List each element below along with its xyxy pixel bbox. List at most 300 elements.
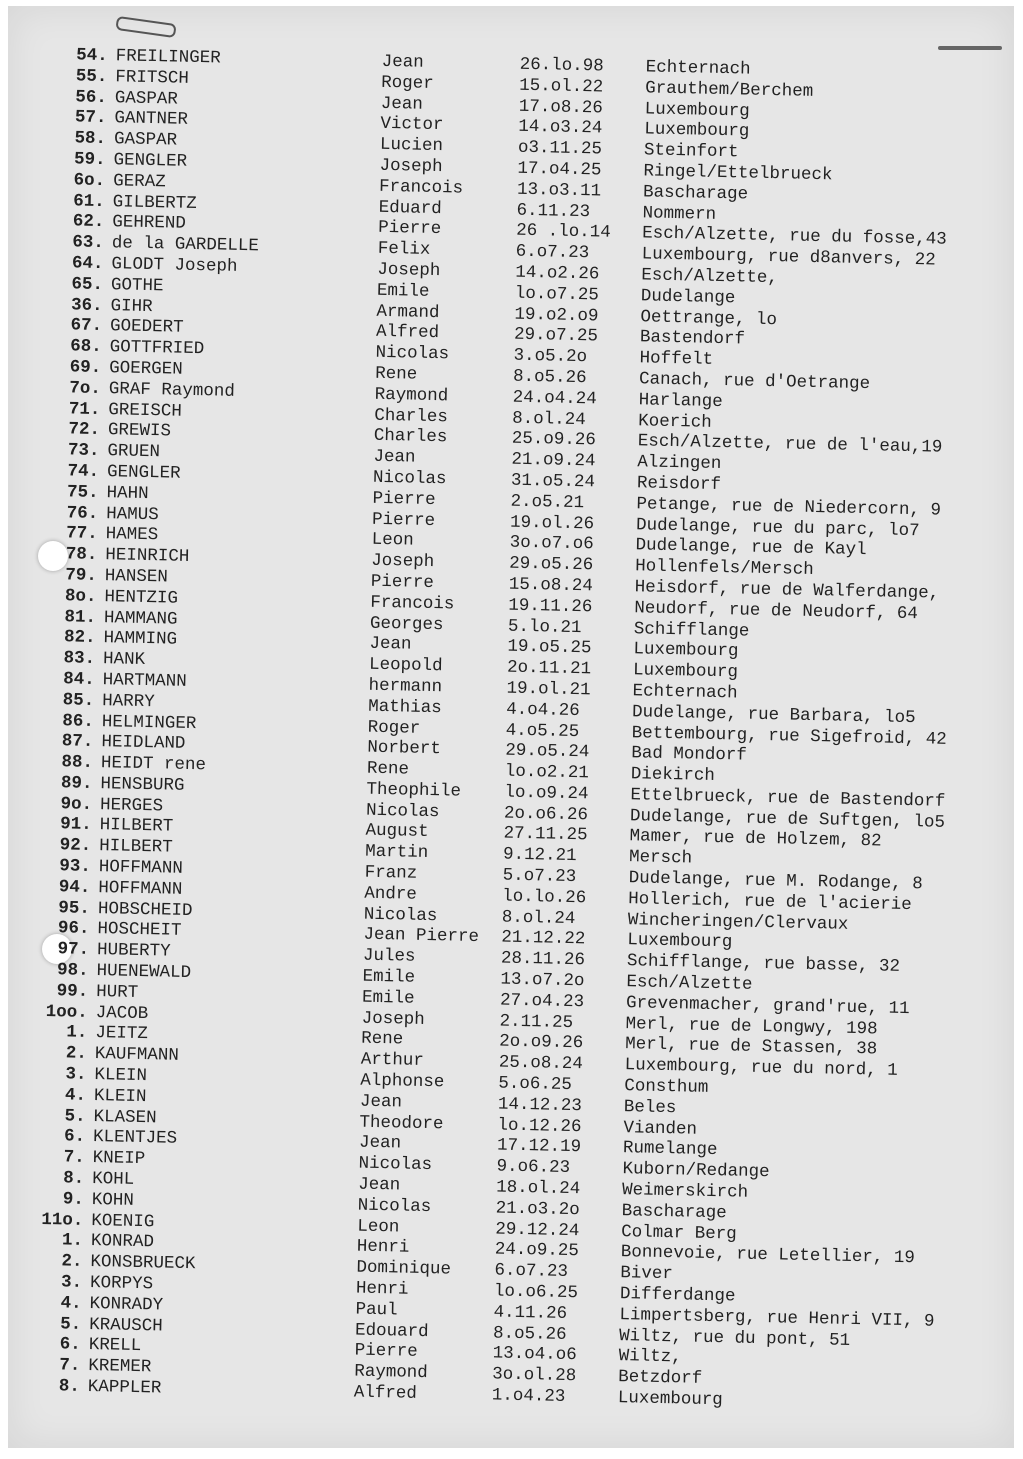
birth-date: o3.11.25 [517,137,603,160]
birth-place: Grauthem/Berchem [645,78,814,102]
surname: GASPAR [114,87,179,110]
first-name: Nicolas [363,904,438,926]
surname: HARRY [102,690,155,712]
first-name: Alfred [375,322,440,344]
document-page [8,6,1014,1448]
first-name: Alphonse [360,1070,445,1093]
first-name: Pierre [354,1340,418,1363]
entry-number: 98. [56,960,89,981]
first-name: Emile [361,987,415,1009]
surname: KAUFMANN [94,1044,180,1067]
first-name: Eduard [378,197,442,219]
entry-number: 95. [58,897,91,919]
surname: HAMUS [105,503,159,525]
surname: GIHR [110,295,153,317]
birth-place: Betzdorf [618,1367,703,1390]
entry-number: 87. [61,731,94,753]
birth-date: 24.o4.24 [512,387,597,410]
first-name: Jean [381,51,424,73]
surname: KLASEN [93,1106,157,1128]
birth-date: 26.lo.98 [519,54,604,77]
first-name: Leon [371,530,414,551]
surname: GILBERTZ [112,191,197,214]
entry-number: 86. [62,710,95,732]
birth-date: 25.o8.24 [498,1052,583,1075]
birth-place: Rumelange [622,1138,718,1161]
birth-place: Dudelange, rue du parc, lo7 [635,514,920,541]
entry-number: 7o. [69,378,102,399]
birth-date: 19.o5.25 [507,636,592,659]
surname: GRUEN [107,441,161,463]
birth-place: Luxembourg [644,119,750,142]
birth-date: 17.o4.25 [517,158,602,181]
surname: HILBERT [99,836,173,858]
birth-place: Dudelange, rue M. Rodange, 8 [628,868,923,895]
surname: KOENIG [91,1210,155,1232]
first-name: Francois [378,176,464,199]
surname: HEINRICH [105,545,190,568]
entry-number: 88. [61,752,94,774]
birth-place: Bascharage [621,1200,727,1224]
entry-number: 93. [59,856,91,877]
birth-date: 28.11.26 [500,948,586,971]
entry-number: 81. [64,606,97,628]
birth-place: Mersch [628,847,693,869]
surname: GOTHE [110,274,164,297]
birth-date: 3.o5.2o [513,345,588,368]
first-name: Emile [362,966,416,988]
entry-number: 6. [63,1126,86,1148]
surname: HAMMANG [103,607,178,630]
surname: HAMES [105,524,159,546]
birth-date: 6.o7.23 [515,241,590,264]
surname: de la GARDELLE [111,233,260,257]
birth-date: 21.12.22 [501,927,586,950]
entry-number: 4. [64,1085,87,1106]
birth-place: Merl, rue de Longwy, 198 [625,1013,878,1040]
entry-number: 65. [71,274,104,295]
surname: HILBERT [99,815,174,838]
birth-date: 25.o9.26 [511,428,597,451]
surname: HURT [95,981,139,1003]
surname: GRAF Raymond [108,378,236,402]
birth-place: Alzingen [637,452,722,475]
birth-date: lo.o6.25 [493,1281,579,1304]
birth-date: 14.o3.24 [518,117,603,139]
surname: FRITSCH [115,67,190,89]
entry-number: 85. [62,689,95,711]
birth-place: Luxembourg [617,1388,723,1411]
birth-place: Wiltz, rue du pont, 51 [618,1325,851,1351]
birth-date: 29.o5.24 [505,740,590,763]
birth-place: Schifflange [633,618,750,642]
birth-date: 2o.11.21 [506,657,592,680]
surname: KORPYS [89,1273,154,1295]
birth-date: 8.ol.24 [501,907,576,929]
entry-number: 58. [74,128,107,150]
birth-place: Esch/Alzette, [641,265,779,289]
birth-date: 24.o9.25 [494,1239,580,1262]
entry-number: 74. [67,461,100,482]
surname: GERAZ [112,171,166,193]
birth-place: Nommern [642,202,717,225]
birth-date: 9.o6.23 [496,1156,571,1179]
birth-place: Esch/Alzette, rue de l'eau,19 [637,431,943,458]
first-name: Edouard [354,1320,429,1342]
first-name: Andre [364,883,418,905]
entry-number: 62. [72,211,105,233]
birth-place: Bad Mondorf [631,743,747,766]
entry-number: 3. [60,1272,83,1293]
entry-number: 71. [68,398,101,420]
entry-number: 64. [71,253,104,275]
birth-date: 2o.o9.26 [498,1031,584,1054]
first-name: Victor [380,114,444,136]
surname: GEHREND [112,212,186,235]
birth-place: Bettembourg, rue Sigefroid, 42 [631,722,947,750]
first-name: Pierre [371,509,436,531]
surname: GOTTFRIED [109,337,205,360]
surname: KRELL [88,1335,142,1357]
entry-number: 94. [58,877,91,898]
birth-place: Luxembourg [644,98,750,122]
surname: KLEIN [93,1085,147,1107]
birth-date: 8.o5.26 [492,1323,567,1345]
birth-place: Bonnevoie, rue Letellier, 19 [620,1242,916,1269]
first-name: Henri [355,1278,409,1300]
birth-place: Esch/Alzette [626,972,753,995]
first-name: Jules [362,945,416,967]
entry-number: 55. [75,66,108,87]
birth-place: Reisdorf [636,473,722,495]
first-name: August [365,821,429,843]
birth-place: Steinfort [643,140,739,163]
entry-number: 99. [56,981,89,1002]
birth-date: 5.o6.25 [498,1073,573,1096]
birth-place: Weimerskirch [621,1180,749,1203]
entry-number: 97. [57,939,90,961]
first-name: Georges [369,613,444,635]
birth-place: Petange, rue de Niedercorn, 9 [636,493,942,521]
first-name: Theodore [359,1112,444,1134]
first-name: Norbert [367,737,442,760]
entry-number: 6. [59,1334,81,1356]
entry-number: 79. [65,565,98,586]
entry-number: 59. [73,149,106,171]
birth-date: 5.o7.23 [502,865,577,888]
birth-place: Oettrange, lo [640,306,778,330]
first-name: Rene [366,758,410,780]
entry-number: 4. [60,1293,82,1314]
birth-date: 2.o5.21 [510,491,585,513]
first-name: Joseph [379,155,443,178]
birth-date: 13.o7.2o [500,969,585,992]
birth-date: 18.ol.24 [495,1177,581,1200]
surname: KRAUSCH [88,1314,163,1337]
birth-date: 31.o5.24 [510,470,596,493]
birth-place: Schifflange, rue basse, 32 [626,951,901,978]
entry-number: 1. [61,1230,84,1252]
entry-number: 7. [59,1355,81,1377]
entry-number: 36. [70,294,103,316]
birth-date: 19.ol.21 [506,678,591,701]
entry-number: 83. [63,648,96,670]
entry-number: 2. [65,1043,88,1065]
birth-place: Wincheringen/Clervaux [627,909,849,935]
birth-date: 27.11.25 [503,824,588,846]
birth-date: 8.o5.26 [512,366,587,389]
first-name: Charles [374,405,449,427]
entry-number: 3. [65,1064,87,1085]
birth-date: 8.ol.24 [512,408,586,430]
surname: HOBSCHEID [97,898,193,921]
first-name: Jean Pierre [363,925,480,948]
birth-place: Dudelange, rue de Suftgen, lo5 [629,805,946,833]
entry-number: 96. [57,918,90,940]
entry-number: 1oo. [45,1001,88,1023]
surname: GOEDERT [109,316,184,339]
entry-number: 84. [62,669,95,690]
birth-place: Luxembourg, rue du nord, 1 [624,1055,898,1082]
birth-date: 13.o3.11 [516,179,602,202]
surname: HOSCHEIT [97,919,182,942]
first-name: Nicolas [358,1153,433,1176]
birth-place: Canach, rue d'Oetrange [638,369,871,395]
first-name: Jean [359,1091,403,1113]
first-name: Jean [357,1174,401,1196]
surname: GLODT Joseph [111,254,238,277]
birth-place: Differdange [619,1284,736,1307]
birth-place: Vianden [623,1117,698,1140]
birth-place: Colmar Berg [621,1221,737,1245]
entry-number: 89. [60,773,93,794]
first-name: Nicolas [365,800,440,822]
birth-place: Harlange [638,390,723,412]
first-name: Armand [376,301,440,323]
birth-place: Hoffelt [639,348,714,370]
entry-number: 7. [63,1147,85,1169]
birth-date: 1.o4.23 [491,1385,566,1407]
first-name: Leon [357,1216,400,1238]
birth-place: Echternach [645,57,751,80]
surname: JEITZ [95,1023,149,1045]
birth-date: 14.12.23 [497,1094,583,1117]
first-name: Pierre [378,218,442,240]
birth-place: Ringel/Ettelbrueck [643,161,833,186]
surname: KONSBRUECK [90,1252,196,1275]
entry-number: 82. [63,627,96,649]
entry-number: 63. [72,232,105,254]
surname: GREISCH [108,399,183,422]
entry-number: 56. [75,87,108,108]
birth-date: 2o.o6.26 [503,803,589,826]
surname: HELMINGER [101,711,197,734]
first-name: Theophile [366,779,462,802]
surname: HAMMING [103,628,178,650]
entry-number: 8. [58,1376,81,1397]
surname: KOHN [91,1189,135,1211]
first-name: hermann [368,675,443,698]
surname: HERGES [99,794,164,817]
birth-place: Biver [620,1263,674,1285]
birth-date: 29.12.24 [495,1219,580,1241]
first-name: Joseph [361,1008,425,1030]
entry-number: 78. [65,544,98,566]
birth-place: Hollerich, rue de l'acierie [628,889,912,915]
surname: KONRADY [89,1293,164,1316]
entry-number: 73. [67,440,100,462]
birth-place: Heisdorf, rue de Walferdange, [634,577,940,604]
first-name: Martin [364,841,429,864]
birth-date: 3o.ol.28 [492,1364,577,1387]
surname: FREILINGER [115,46,221,69]
first-name: Francois [370,592,455,615]
birth-date: 17.12.19 [496,1135,582,1158]
entry-number: 91. [59,814,92,836]
first-name: Nicolas [357,1195,432,1217]
surname: HANK [102,649,146,671]
first-name: Jean [358,1133,402,1154]
surname: KLEIN [94,1065,148,1087]
first-name: Arthur [360,1049,425,1072]
surname: HANSEN [104,566,169,588]
first-name: Jean [380,93,424,115]
entry-number: 57. [74,107,107,129]
surname: GENGLER [106,462,181,484]
birth-place: Luxembourg [632,660,739,683]
first-name: Joseph [371,550,435,573]
birth-date: lo.lo.26 [502,886,587,909]
first-name: Joseph [377,259,441,282]
birth-place: Hollenfels/Mersch [634,556,814,581]
birth-place: Kuborn/Redange [622,1159,770,1183]
birth-date: lo.o2.21 [504,761,590,784]
birth-date: 19.11.26 [508,595,593,618]
entry-number: 5. [64,1106,86,1127]
birth-place: Consthum [624,1076,709,1098]
birth-place: Diekirch [630,764,716,787]
first-name: Jean [369,634,412,655]
surname: HOFFMANN [98,877,183,900]
name-list [0,44,1014,1417]
birth-place: Luxembourg, rue d8anvers, 22 [641,244,936,271]
entry-number: 69. [69,357,102,378]
staple-mark [938,46,1002,50]
entry-number: 6o. [73,170,106,191]
entry-number: 5. [59,1313,82,1335]
birth-date: 17.o8.26 [518,96,604,119]
entry-number: 11o. [41,1209,84,1231]
first-name: Mathias [367,696,442,718]
birth-place: Beles [623,1096,677,1119]
birth-place: Dudelange [640,286,736,309]
birth-date: 4.o4.26 [505,699,580,721]
surname: KOHL [92,1169,135,1190]
entry-number: 9o. [60,793,93,815]
birth-date: 21.o3.2o [495,1198,580,1221]
surname: JACOB [95,1002,149,1024]
first-name: Leopold [368,654,443,677]
surname: KAPPLER [87,1376,162,1399]
birth-date: 19.ol.26 [509,512,595,534]
surname: HUENEWALD [96,961,192,984]
birth-place: Ettelbrueck, rue de Bastendorf [630,785,946,812]
birth-date: 15.o8.24 [508,574,593,597]
first-name: Paul [355,1299,398,1321]
birth-place: Koerich [638,410,712,433]
entry-number: 1. [66,1022,88,1044]
surname: HOFFMANN [98,857,183,879]
surname: HEIDT rene [100,753,207,776]
first-name: Rene [374,363,418,385]
birth-date: 2.11.25 [499,1011,574,1033]
entry-number: 61. [73,190,105,212]
surname: KNEIP [92,1148,146,1170]
first-name: Alfred [353,1382,418,1404]
birth-place: Bastendorf [639,327,746,350]
birth-place: Dudelange, rue Barbara, lo5 [631,701,916,728]
entry-number: 54. [76,45,108,67]
birth-date: 29.o5.26 [509,553,594,576]
first-name: Lucien [379,135,444,157]
birth-date: 6.o7.23 [494,1260,569,1283]
birth-place: Mamer, rue de Holzem, 82 [629,826,882,852]
surname: GANTNER [114,108,189,131]
birth-date: 27.o4.23 [499,990,585,1013]
birth-place: Limpertsberg, rue Henri VII, 9 [619,1304,935,1332]
surname: HARTMANN [102,670,187,692]
entry-number: 8. [63,1168,85,1189]
birth-date: lo.12.26 [497,1115,582,1137]
entry-number: 92. [59,835,92,857]
surname: GENGLER [113,150,188,172]
birth-date: 4.o5.25 [505,720,580,742]
birth-place: Echternach [632,681,738,704]
first-name: Dominique [356,1257,452,1280]
birth-date: 13.o4.o6 [492,1343,577,1366]
birth-date: 9.12.21 [502,844,577,867]
birth-date: 26 .lo.14 [515,221,611,244]
birth-place: Dudelange, rue de Kayl [635,535,867,561]
surname: GOERGEN [109,358,183,380]
entry-number: 75. [66,482,99,503]
birth-date: 14.o2.26 [515,262,600,285]
entry-number: 77. [66,523,98,545]
entry-number: 9. [62,1189,85,1210]
first-name: Pierre [370,571,435,593]
surname: HENSBURG [100,773,185,796]
first-name: Emile [376,280,430,302]
birth-place: Bascharage [642,182,749,205]
birth-date: 3o.o7.o6 [509,532,594,555]
birth-date: 4.11.26 [493,1302,568,1324]
birth-place: Luxembourg [627,930,733,953]
birth-place: Esch/Alzette, rue du fosse,43 [641,223,947,251]
birth-place: Wiltz, [618,1346,682,1368]
entry-number: 67. [70,315,103,337]
first-name: Felix [377,238,431,261]
entry-number: 2. [61,1251,83,1273]
first-name: Franz [364,862,418,884]
first-name: Charles [373,426,448,448]
birth-date: 5.lo.21 [507,616,582,638]
surname: KREMER [88,1356,152,1378]
birth-date: lo.o7.25 [514,283,600,306]
birth-place: Grevenmacher, grand'rue, 11 [625,993,910,1019]
surname: GASPAR [113,129,178,151]
surname: HENTZIG [104,586,179,609]
surname: KONRAD [90,1231,155,1253]
